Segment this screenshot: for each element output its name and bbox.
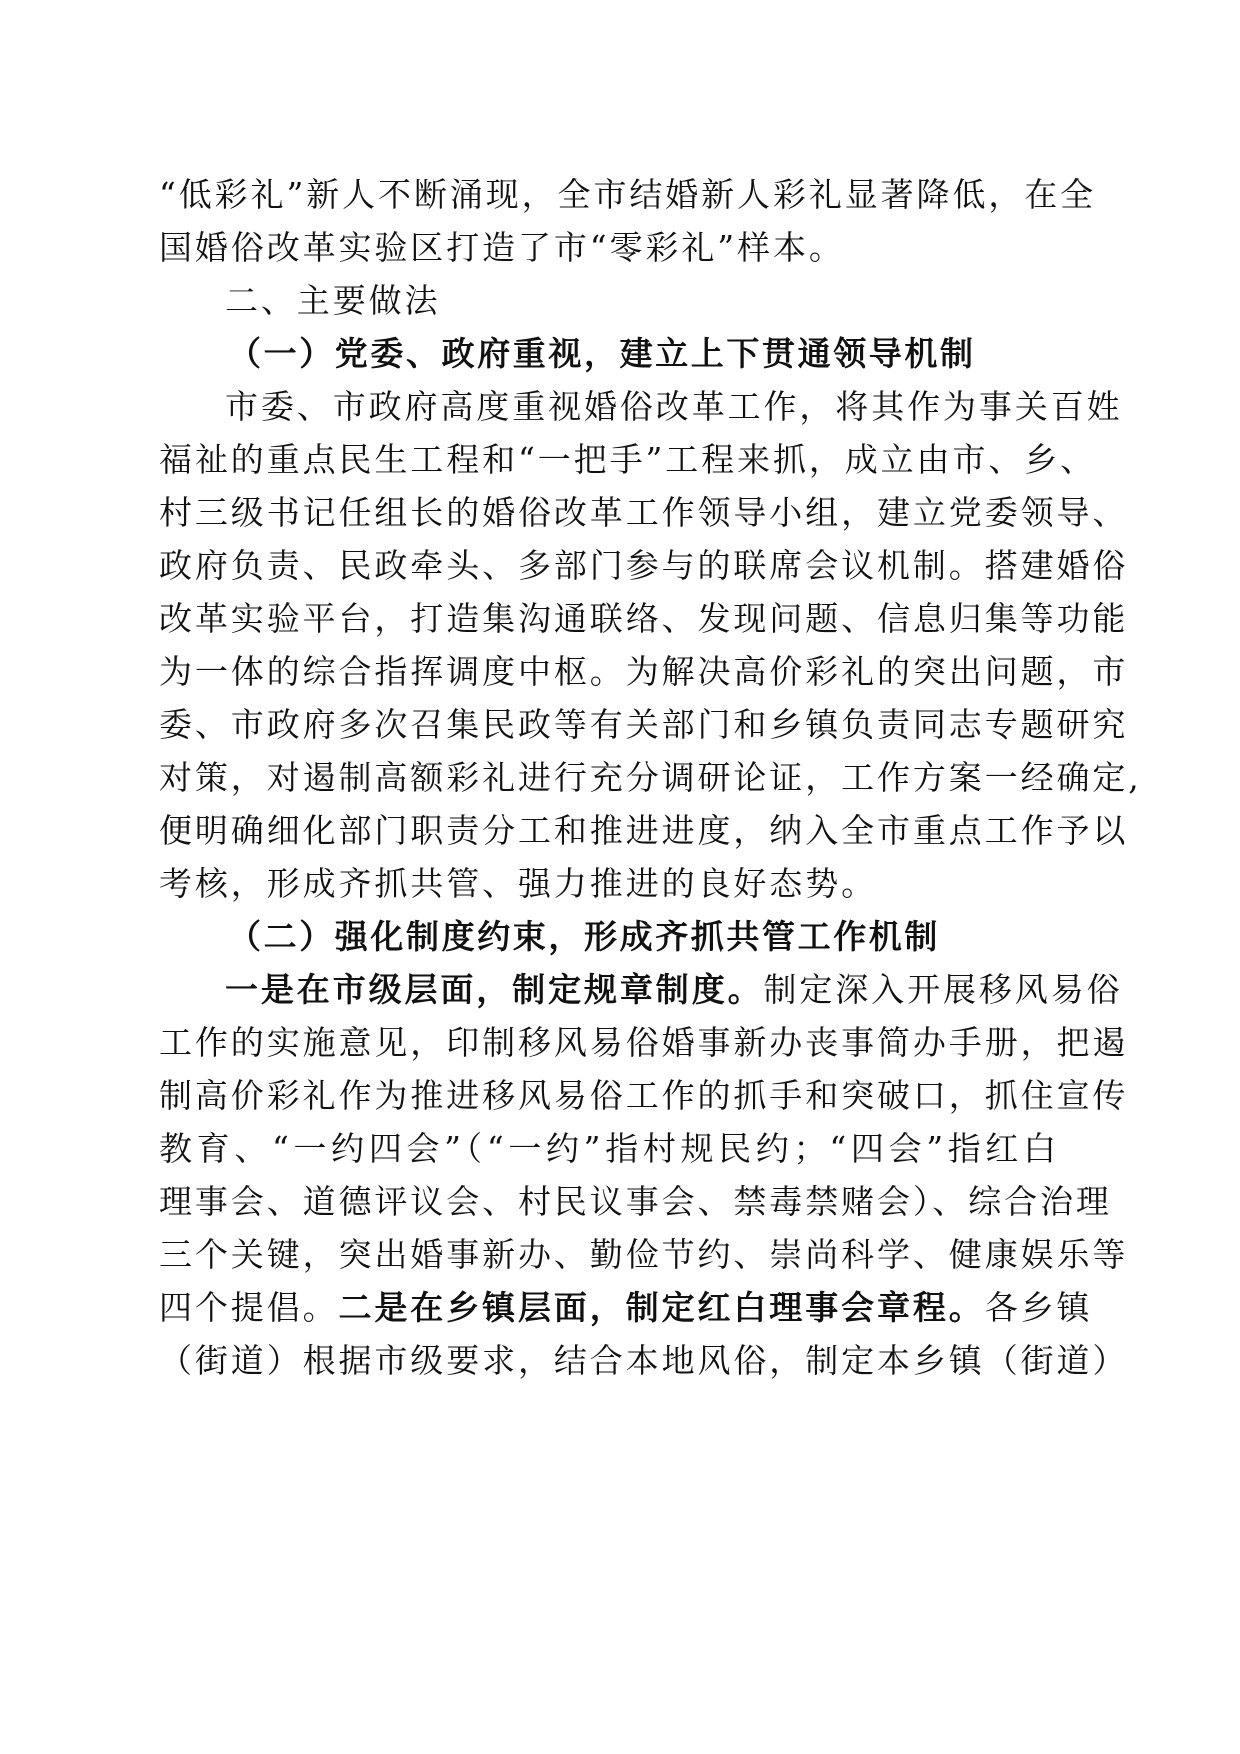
body-line: 教育、“一约四会”（“一约”指村规民约；“四会”指红白	[159, 1129, 1059, 1168]
body-line: 理事会、道德评议会、村民议事会、禁毒禁赌会）、综合治理	[159, 1182, 1112, 1221]
section-heading: 二、主要做法	[225, 281, 441, 320]
body-line: 考核，形成齐抓共管、强力推进的良好态势。	[159, 864, 877, 903]
body-line: 便明确细化部门职责分工和推进进度，纳入全市重点工作予以	[159, 811, 1129, 850]
body-line	[225, 970, 1123, 1010]
body-line: 制高价彩礼作为推进移风易俗工作的抓手和突破口，抓住宣传	[159, 1076, 1129, 1115]
body-line: 政府负责、民政牵头、多部门参与的联席会议机制。搭建婚俗	[159, 546, 1129, 585]
body-line: 市委、市政府高度重视婚俗改革工作，将其作为事关百姓	[225, 387, 1123, 426]
body-text: 各乡镇	[984, 1288, 1093, 1327]
bold-lead-text: 一是在市级层面，制定规章制度。	[225, 970, 764, 1009]
body-line: 福祉的重点民生工程和“一把手”工程来抓，成立由市、乡、	[159, 440, 1097, 479]
body-line: 委、市政府多次召集民政等有关部门和乡镇负责同志专题研究	[159, 705, 1129, 744]
subsection-heading: （二）强化制度约束，形成齐抓共管工作机制	[228, 917, 940, 956]
subsection-heading: （一）党委、政府重视，建立上下贯通领导机制	[228, 334, 976, 373]
body-line: 改革实验平台，打造集沟通联络、发现问题、信息归集等功能	[159, 599, 1129, 638]
body-line: 村三级书记任组长的婚俗改革工作领导小组，建立党委领导、	[159, 493, 1129, 532]
body-line: 工作的实施意见，印制移风易俗婚事新办丧事简办手册，把遏	[159, 1023, 1129, 1062]
body-line: 国婚俗改革实验区打造了市“零彩礼”样本。	[159, 228, 845, 267]
body-line: （街道）根据市级要求，结合本地风俗，制定本乡镇（街道）	[159, 1341, 1129, 1380]
bold-lead-text: 二是在乡镇层面，制定红白理事会章程。	[338, 1288, 985, 1327]
body-line: 对策，对遏制高额彩礼进行充分调研论证，工作方案一经确定,	[159, 758, 1142, 797]
body-line	[159, 1288, 1093, 1328]
body-line: 三个关键，突出婚事新办、勤俭节约、崇尚科学、健康娱乐等	[159, 1235, 1129, 1274]
body-line: 为一体的综合指挥调度中枢。为解决高价彩礼的突出问题，市	[159, 652, 1129, 691]
body-text: 四个提倡。	[159, 1288, 339, 1327]
body-line: “低彩礼”新人不断涌现，全市结婚新人彩礼显著降低，在全	[159, 175, 1097, 214]
body-text: 制定深入开展移风易俗	[763, 970, 1123, 1009]
